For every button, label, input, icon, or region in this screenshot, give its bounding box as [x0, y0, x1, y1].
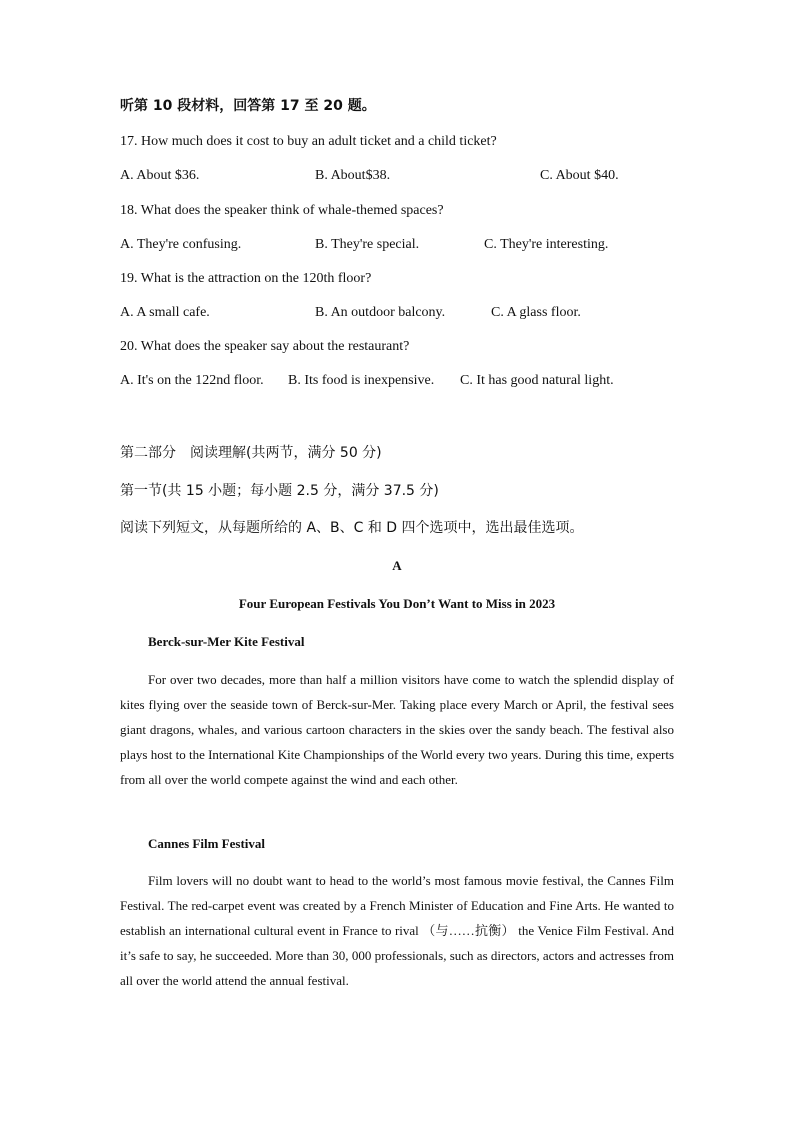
section-heading-kite-festival: Berck-sur-Mer Kite Festival [148, 634, 305, 649]
question-20: 20. What does the speaker say about the restaurant? [120, 339, 410, 354]
paragraph-cannes-festival: Film lovers will no doubt want to head to the world’s most famous movie festival, the Cannes Film Festival. The red-carpet event was created by a French Minister of Education and Fine Arts. He wanted to establish an international cultural event in France to rival （与……抗衡） the Venice Film Festival. And it’s safe to say, he succeeded. More than 30, 000 professionals, such as directors, actors and actresses from all over the world attend the annual festival. [120, 873, 674, 988]
reading-instructions: 阅读下列短文，从每题所给的 A、B、C 和 D 四个选项中，选出最佳选项。 [120, 520, 584, 536]
q17-option-c: C. About $40. [540, 168, 619, 183]
q19-option-c: C. A glass floor. [491, 305, 581, 320]
passage-letter: A [392, 558, 402, 573]
passage-title: Four European Festivals You Don’t Want to Miss in 2023 [238, 596, 556, 611]
q18-option-c: C. They're interesting. [484, 237, 609, 252]
question-19: 19. What is the attraction on the 120th floor? [120, 271, 372, 286]
question-17: 17. How much does it cost to buy an adult ticket and a child ticket? [120, 134, 497, 149]
q20-option-b: B. Its food is inexpensive. [288, 373, 435, 388]
section-heading-cannes-festival: Cannes Film Festival [148, 836, 265, 851]
q19-option-b: B. An outdoor balcony. [315, 305, 446, 320]
q20-option-c: C. It has good natural light. [460, 373, 614, 388]
q20-option-a: A. It's on the 122nd floor. [120, 373, 264, 388]
q17-option-a: A. About $36. [120, 168, 200, 183]
q18-option-a: A. They're confusing. [120, 237, 242, 252]
paragraph-kite-festival: For over two decades, more than half a million visitors have come to watch the splendid display of kites flying over the seaside town of Berck-sur-Mer. Taking place every March or April, the festival sees giant dragons, whales, and various cartoon characters in the skies over the sandy beach. The festival also plays host to the International Kite Championships of the World every two years. During this time, experts from all over the world compete against the wind and each other. [120, 672, 674, 787]
q17-option-b: B. About$38. [315, 168, 391, 183]
listening-intro: 听第 10 段材料，回答第 17 至 20 题。 [120, 98, 376, 114]
q18-option-b: B. They're special. [315, 237, 420, 252]
part-title: 第二部分 阅读理解(共两节，满分 50 分) [120, 445, 382, 461]
section-title: 第一节(共 15 小题；每小题 2.5 分，满分 37.5 分) [120, 483, 439, 499]
question-18: 18. What does the speaker think of whale-themed spaces? [120, 203, 444, 218]
q19-option-a: A. A small cafe. [120, 305, 210, 320]
